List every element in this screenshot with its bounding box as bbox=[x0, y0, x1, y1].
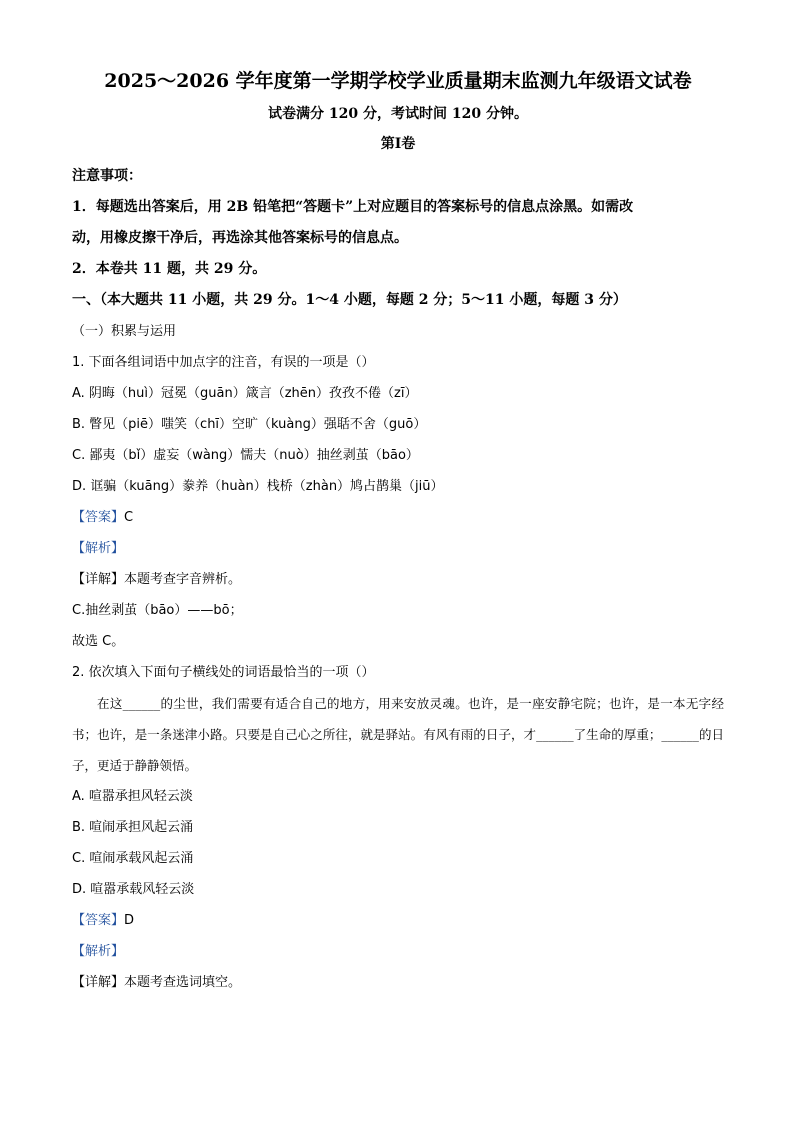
notes-heading: 注意事项： bbox=[72, 168, 142, 184]
question-2 bbox=[72, 657, 724, 998]
question-2-answer bbox=[72, 905, 724, 936]
question-1-option-b: B. 瞥见（piē）嗤笑（chī）空旷（kuàng）强聒不舍（guō） bbox=[72, 417, 427, 432]
question-1-option-c: C. 鄙夷（bǐ）虚妄（wàng）懦夫（nuò）抽丝剥茧（bāo） bbox=[72, 448, 419, 463]
question-1-option-d: D. 诓骗（kuāng）豢养（huàn）栈桥（zhàn）鸠占鹊巢（jiū） bbox=[72, 479, 444, 494]
exam-title: 2025～2026 学年度第一学期学校学业质量期末监测九年级语文试卷 bbox=[104, 70, 692, 92]
answer-tag: 【答案】 bbox=[72, 510, 125, 525]
question-1-stem: 1. 下面各组词语中加点字的注音，有误的一项是（） bbox=[72, 355, 375, 370]
section-heading: 一、（本大题共 11 小题，共 29 分。1～4 小题，每题 2 分；5～11 小题，每题 3 分） bbox=[72, 292, 627, 308]
question-2-option-a: A. 喧嚣承担风轻云淡 bbox=[72, 789, 193, 804]
analysis-tag: 【解析】 bbox=[72, 944, 125, 959]
notes-item-1-line-2: 动，用橡皮擦干净后，再选涂其他答案标号的信息点。 bbox=[72, 230, 408, 246]
question-1-answer bbox=[72, 502, 724, 533]
question-2-option-c: C. 喧闹承载风起云涌 bbox=[72, 851, 194, 866]
question-1-conclusion: 故选 C。 bbox=[72, 634, 125, 649]
question-1-option-a: A. 阴晦（huì）冠冕（guān）箴言（zhēn）孜孜不倦（zī） bbox=[72, 386, 418, 401]
notes-item-1-line-1: 1．每题选出答案后，用 2B 铅笔把“答题卡”上对应题目的答案标号的信息点涂黑。如需改 bbox=[72, 199, 634, 215]
detail-tag: 【详解】 bbox=[72, 975, 125, 990]
question-2-analysis bbox=[72, 936, 724, 967]
question-1-explain: C.抽丝剥茧（bāo）——bō； bbox=[72, 603, 243, 618]
question-1-detail bbox=[72, 564, 724, 595]
subsection-heading: （一）积累与运用 bbox=[72, 324, 177, 339]
question-2-passage: 在这______的尘世，我们需要有适合自己的地方，用来安放灵魂。也许，是一座安静宅院；也许，是一本无字经书；也许，是一条迷津小路。只要是自己心之所往，就是驿站。有风有雨的日子，才______了生命的厚重；______的日子，更适于静静领悟。 bbox=[72, 696, 724, 773]
exam-subtitle: 试卷满分 120 分，考试时间 120 分钟。 bbox=[268, 106, 528, 122]
question-1 bbox=[72, 347, 724, 657]
part-heading: 第Ⅰ卷 bbox=[380, 136, 416, 152]
question-2-detail bbox=[72, 967, 724, 998]
answer-value: C bbox=[124, 510, 134, 525]
question-2-stem: 2. 依次填入下面句子横线处的词语最恰当的一项（） bbox=[72, 665, 375, 680]
detail-text: 本题考查字音辨析。 bbox=[124, 572, 242, 587]
answer-value: D bbox=[124, 913, 135, 928]
detail-tag: 【详解】 bbox=[72, 572, 125, 587]
question-1-analysis bbox=[72, 533, 724, 564]
detail-text: 本题考查选词填空。 bbox=[124, 975, 242, 990]
analysis-tag: 【解析】 bbox=[72, 541, 125, 556]
notes-item-2: 2．本卷共 11 题，共 29 分。 bbox=[72, 261, 267, 277]
answer-tag: 【答案】 bbox=[72, 913, 125, 928]
question-2-option-d: D. 喧嚣承载风轻云淡 bbox=[72, 882, 195, 897]
question-2-option-b: B. 喧闹承担风起云涌 bbox=[72, 820, 194, 835]
